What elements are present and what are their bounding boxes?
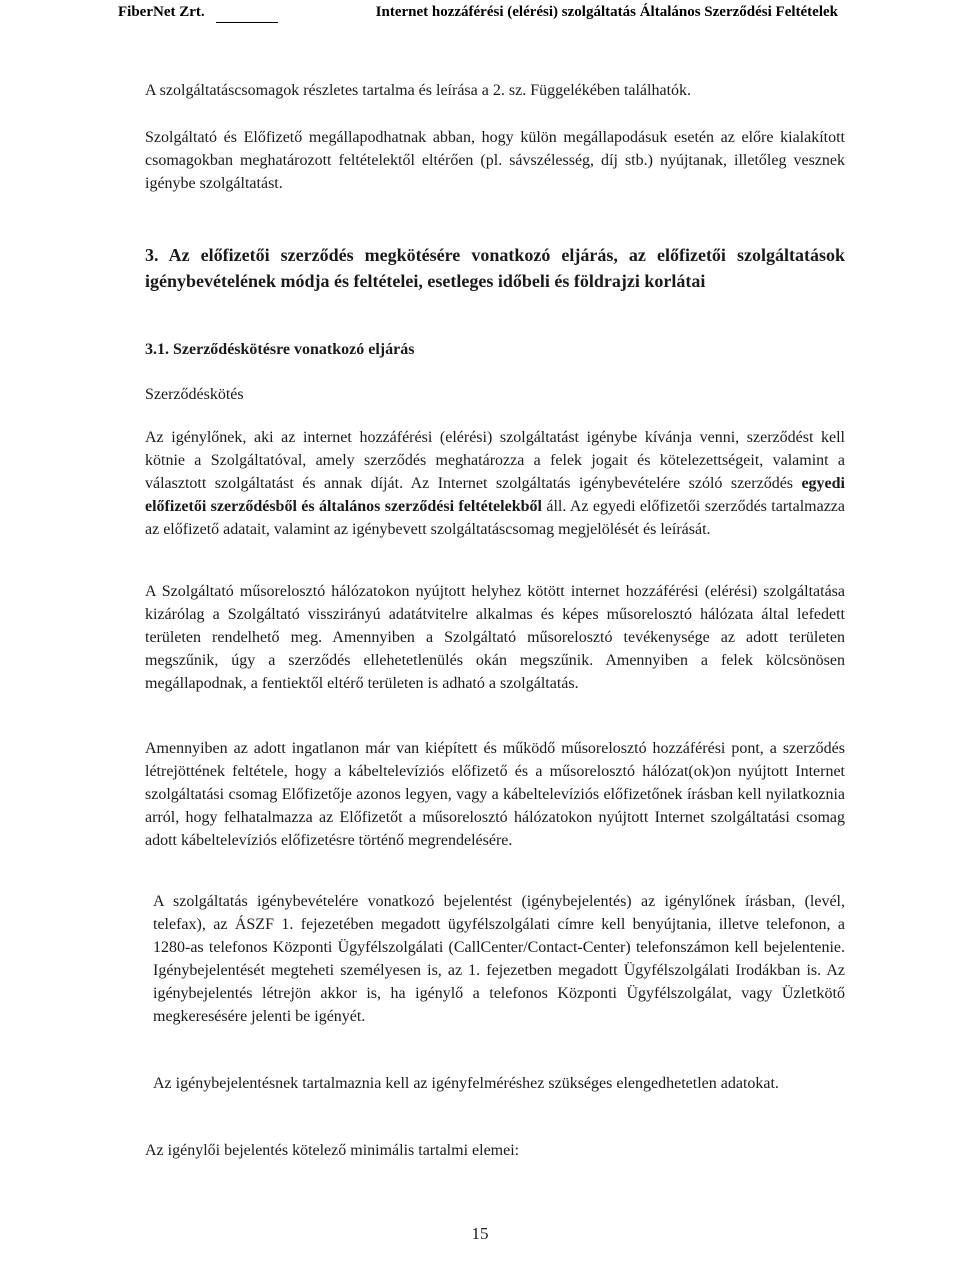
subtitle-contracting: Szerződéskötés bbox=[145, 386, 244, 403]
page-number: 15 bbox=[471, 1224, 489, 1243]
header-title: Internet hozzáférési (elérési) szolgáltatás Általános Szerződési Feltételek bbox=[375, 4, 838, 20]
paragraph-minimum-elements: Az igénylői bejelentés kötelező minimális tartalmi elemei: bbox=[145, 1142, 520, 1159]
paragraph-contract bbox=[145, 426, 845, 541]
paragraph-request-submission: A szolgáltatás igénybevételére vonatkozó bejelentést (igénybejelentés) az igénylőnek írásban, (levél, telefax), az ÁSZF 1. fejezetében megadott ügyfélszolgálati címre kell benyújtania, illetve telefonon, a 1280-as telefonos Központi Ügyfélszolgálati (CallCenter/Contact-Center) telefonszámon kell bejelentenie. Igénybejelentését megteheti személyesen is, az 1. fejezetben megadott Ügyfélszolgálati Irodákban is. Az igénybejelentés létrejön akkor is, ha igénylő a telefonos Központi Ügyfélszolgálat, vagy Üzletkötő megkeresésére jelenti be igényét. bbox=[153, 893, 845, 1025]
page-header bbox=[118, 4, 838, 28]
paragraph-contract-text-a: Az igénylőnek, aki az internet hozzáférési (elérési) szolgáltatást igénybe kívánja venni, szerződést kell kötnie a Szolgáltatóval, amely szerződés meghatározza a felek jogait és kötelezettségeit, valamint a választott szolgáltatást és annak díját. Az Internet szolgáltatás igénybevételére szóló szerződés bbox=[145, 429, 845, 492]
header-company: FiberNet Zrt. bbox=[118, 4, 205, 20]
section-3-1-heading: 3.1. Szerződéskötésre vonatkozó eljárás bbox=[145, 341, 415, 358]
paragraph-packages: A szolgáltatáscsomagok részletes tartalma és leírása a 2. sz. Függelékében találhatók. bbox=[145, 82, 692, 99]
paragraph-existing-access-point: Amennyiben az adott ingatlanon már van kiépített és működő műsorelosztó hozzáférési pont, a szerződés létrejöttének feltétele, hogy a kábeltelevíziós előfizető és a műsorelosztó hálózat(ok)on nyújtott Internet szolgáltatási csomag Előfizetője azonos legyen, vagy a kábeltelevíziós előfizetőnek írásban kell nyilatkoznia arról, hogy felhatalmazza az Előfizetőt a műsorelosztó hálózatokon nyújtott Internet szolgáltatási csomag adott kábeltelevíziós előfizetésre történő megrendelésére. bbox=[145, 740, 845, 849]
paragraph-contract-bold: egyedi előfizetői szerződésből és általános szerződési feltételekből bbox=[145, 475, 845, 515]
paragraph-network-coverage: A Szolgáltató műsorelosztó hálózatokon nyújtott helyhez kötött internet hozzáférési (elérési) szolgáltatása kizárólag a Szolgáltató visszirányú adatátvitelre alkalmas és képes műsorelosztó hálózata által lefedett területen rendelhető meg. Amennyiben a Szolgáltató műsorelosztó tevékenysége az adott területen megszűnik, úgy a szerződés ellehetetlenülés okán megszűnik. Amennyiben a felek kölcsönösen megállapodnak, a fentiektől eltérő területen is adható a szolgáltatás. bbox=[145, 583, 845, 692]
paragraph-request-content: Az igénybejelentésnek tartalmaznia kell az igényfelméréshez szükséges elengedhetetlen adatokat. bbox=[153, 1075, 779, 1092]
section-3-heading: 3. Az előfizetői szerződés megkötésére vonatkozó eljárás, az előfizetői szolgáltatások igénybevételének módja és feltételei, esetleges időbeli és földrajzi korlátai bbox=[145, 245, 845, 291]
header-underline bbox=[216, 22, 278, 23]
paragraph-contract-text-c: áll. Az egyedi előfizetői szerződés tartalmazza az előfizető adatait, valamint az igénybevett szolgáltatáscsomag megjelölését és leírását. bbox=[145, 498, 846, 538]
paragraph-custom-agreement: Szolgáltató és Előfizető megállapodhatnak abban, hogy külön megállapodásuk esetén az előre kialakított csomagokban meghatározott feltételektől eltérően (pl. sávszélesség, díj stb.) nyújtanak, illetőleg vesznek igénybe szolgáltatást. bbox=[145, 129, 845, 192]
